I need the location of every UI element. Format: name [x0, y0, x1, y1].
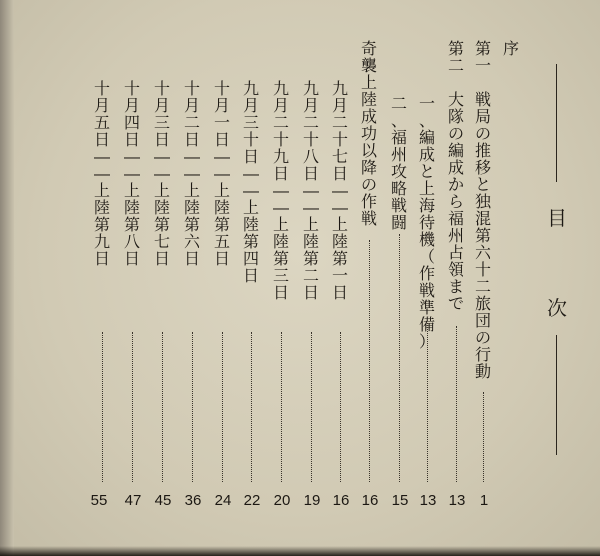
page-number-day-6: 36 — [184, 492, 202, 509]
page-number-section-1: 13 — [419, 492, 437, 509]
toc-entry-day-8: 十 月 四 日 ― ― 上 陸 第 八 日 — [123, 79, 140, 268]
toc-entry-section-1: 一 、 編 成 と 上 海 待 機 （ 作 戦 準 備 ） — [418, 94, 435, 351]
toc-entry-day-5: 十 月 一 日 ― ― 上 陸 第 五 日 — [213, 79, 230, 268]
leader-dots-chapter-1 — [483, 392, 484, 482]
page-number-day-4: 22 — [243, 492, 261, 509]
leader-dots-chapter-2 — [456, 326, 457, 482]
book-binding-edge — [0, 0, 14, 556]
toc-entry-chapter-1: 第 一 戦 局 の 推 移 と 独 混 第 六 十 二 旅 団 の 行 動 — [474, 39, 491, 381]
page-number-section-2: 15 — [391, 492, 409, 509]
toc-entry-day-4: 九 月 三 十 日 ― ― 上 陸 第 四 日 — [242, 79, 259, 285]
toc-title-second-char: 次 — [547, 296, 567, 320]
page-number-day-5: 24 — [214, 492, 232, 509]
toc-entry-preface: 序 — [502, 39, 519, 58]
leader-dots-day-6 — [192, 332, 193, 482]
leader-dots-day-2 — [311, 332, 312, 482]
leader-dots-day-7 — [162, 332, 163, 482]
leader-dots-day-3 — [281, 332, 282, 482]
toc-entry-day-1: 九 月 二 十 七 日 ― ― 上 陸 第 一 日 — [331, 79, 348, 302]
leader-dots-day-8 — [132, 332, 133, 482]
page-number-day-1: 16 — [332, 492, 350, 509]
page-number-day-2: 19 — [303, 492, 321, 509]
toc-entry-day-9: 十 月 五 日 ― ― 上 陸 第 九 日 — [93, 79, 110, 268]
toc-entry-day-2: 九 月 二 十 八 日 ― ― 上 陸 第 二 日 — [302, 79, 319, 302]
leader-dots-operations — [369, 240, 370, 482]
leader-dots-day-4 — [251, 332, 252, 482]
toc-entry-operations: 奇 襲 上 陸 成 功 以 降 の 作 戦 — [360, 39, 377, 228]
leader-dots-day-5 — [222, 332, 223, 482]
page-number-chapter-2: 13 — [448, 492, 466, 509]
page-number-day-8: 47 — [124, 492, 142, 509]
toc-entry-day-7: 十 月 三 日 ― ― 上 陸 第 七 日 — [153, 79, 170, 268]
toc-title-first-char: 目 — [547, 206, 567, 230]
page-number-day-7: 45 — [154, 492, 172, 509]
toc-entry-section-2: 二 、 福 州 攻 略 戦 闘 — [390, 94, 407, 232]
page-number-operations: 16 — [361, 492, 379, 509]
leader-dots-day-1 — [340, 332, 341, 482]
toc-entry-day-6: 十 月 二 日 ― ― 上 陸 第 六 日 — [183, 79, 200, 268]
title-rule-bottom — [556, 335, 557, 455]
page-bottom-shadow — [0, 546, 600, 556]
title-rule-top — [556, 64, 557, 182]
leader-dots-section-1 — [427, 323, 428, 482]
leader-dots-day-9 — [102, 332, 103, 482]
page-number-chapter-1: 1 — [479, 492, 489, 509]
leader-dots-section-2 — [399, 234, 400, 482]
page-number-day-9: 55 — [90, 492, 108, 509]
toc-entry-day-3: 九 月 二 十 九 日 ― ― 上 陸 第 三 日 — [272, 79, 289, 302]
toc-entry-chapter-2: 第 二 大 隊 の 編 成 か ら 福 州 占 領 ま で — [447, 39, 464, 313]
page-number-day-3: 20 — [273, 492, 291, 509]
